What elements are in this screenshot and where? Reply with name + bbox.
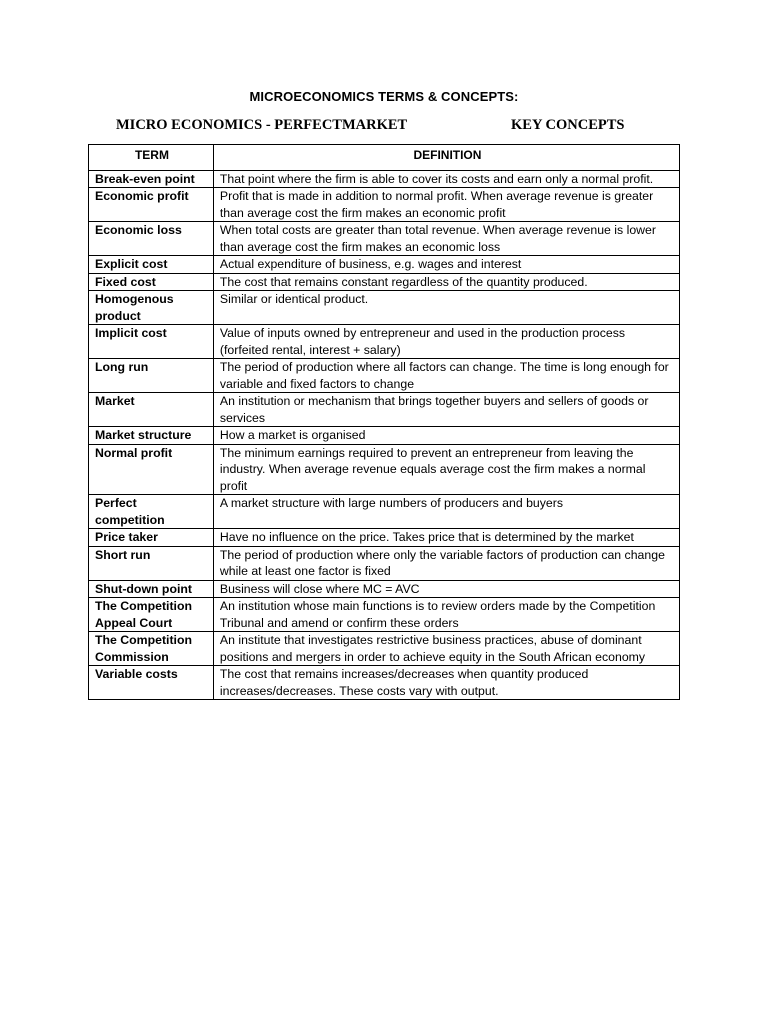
column-header-term: TERM: [89, 145, 214, 171]
definition-cell: The minimum earnings required to prevent an entrepreneur from leaving the industry. When average revenue equals average cost the firm makes a normal profit: [213, 444, 679, 495]
definition-cell: How a market is organised: [213, 427, 679, 445]
table-row: [89, 393, 680, 427]
table-row: [89, 359, 680, 393]
table-row: [89, 444, 680, 495]
definition-cell: That point where the firm is able to cover its costs and earn only a normal profit.: [213, 170, 679, 188]
term-cell: Explicit cost: [89, 256, 214, 274]
table-row: [89, 427, 680, 445]
table-row: [89, 188, 680, 222]
table-row: [89, 291, 680, 325]
term-cell: Shut-down point: [89, 580, 214, 598]
table-row: [89, 222, 680, 256]
table-row: [89, 495, 680, 529]
table-row: [89, 632, 680, 666]
definition-cell: Actual expenditure of business, e.g. wages and interest: [213, 256, 679, 274]
definition-cell: When total costs are greater than total revenue. When average revenue is lower than average cost the firm makes an economic loss: [213, 222, 679, 256]
definition-cell: The cost that remains increases/decreases when quantity produced increases/decreases. These costs vary with output.: [213, 666, 679, 700]
term-cell: The Competition Commission: [89, 632, 214, 666]
definition-cell: The period of production where all factors can change. The time is long enough for variable and fixed factors to change: [213, 359, 679, 393]
section-heading-key-concepts: KEY CONCEPTS: [511, 117, 625, 133]
definition-cell: The period of production where only the variable factors of production can change while at least one factor is fixed: [213, 546, 679, 580]
table-header-row: [89, 145, 680, 171]
definition-cell: Business will close where MC = AVC: [213, 580, 679, 598]
term-cell: Economic loss: [89, 222, 214, 256]
table-row: [89, 598, 680, 632]
term-cell: Homogenous product: [89, 291, 214, 325]
definition-cell: Profit that is made in addition to normal profit. When average revenue is greater than average cost the firm makes an economic profit: [213, 188, 679, 222]
term-cell: Fixed cost: [89, 273, 214, 291]
term-cell: Price taker: [89, 529, 214, 547]
term-cell: Normal profit: [89, 444, 214, 495]
definition-cell: Value of inputs owned by entrepreneur and used in the production process (forfeited rental, interest + salary): [213, 325, 679, 359]
term-cell: Short run: [89, 546, 214, 580]
document-title: MICROECONOMICS TERMS & CONCEPTS:: [249, 89, 519, 104]
definition-cell: Similar or identical product.: [213, 291, 679, 325]
term-cell: Perfect competition: [89, 495, 214, 529]
definition-cell: An institution whose main functions is to review orders made by the Competition Tribunal and amend or confirm these orders: [213, 598, 679, 632]
term-cell: Implicit cost: [89, 325, 214, 359]
table-row: [89, 529, 680, 547]
term-cell: Break-even point: [89, 170, 214, 188]
table-row: [89, 666, 680, 700]
definition-cell: The cost that remains constant regardless of the quantity produced.: [213, 273, 679, 291]
term-cell: Variable costs: [89, 666, 214, 700]
table-row: [89, 170, 680, 188]
section-heading: MICRO ECONOMICS - PERFECTMARKET: [116, 117, 408, 133]
table-row: [89, 580, 680, 598]
table-row: [89, 273, 680, 291]
definition-cell: An institution or mechanism that brings together buyers and sellers of goods or services: [213, 393, 679, 427]
terms-table: [88, 144, 680, 700]
definition-cell: A market structure with large numbers of producers and buyers: [213, 495, 679, 529]
table-row: [89, 325, 680, 359]
column-header-definition: DEFINITION: [213, 145, 679, 171]
table-row: [89, 256, 680, 274]
table-row: [89, 546, 680, 580]
term-cell: Market: [89, 393, 214, 427]
term-cell: Long run: [89, 359, 214, 393]
term-cell: Market structure: [89, 427, 214, 445]
definition-cell: Have no influence on the price. Takes price that is determined by the market: [213, 529, 679, 547]
definition-cell: An institute that investigates restrictive business practices, abuse of dominant positions and mergers in order to achieve equity in the South African economy: [213, 632, 679, 666]
term-cell: Economic profit: [89, 188, 214, 222]
term-cell: The Competition Appeal Court: [89, 598, 214, 632]
